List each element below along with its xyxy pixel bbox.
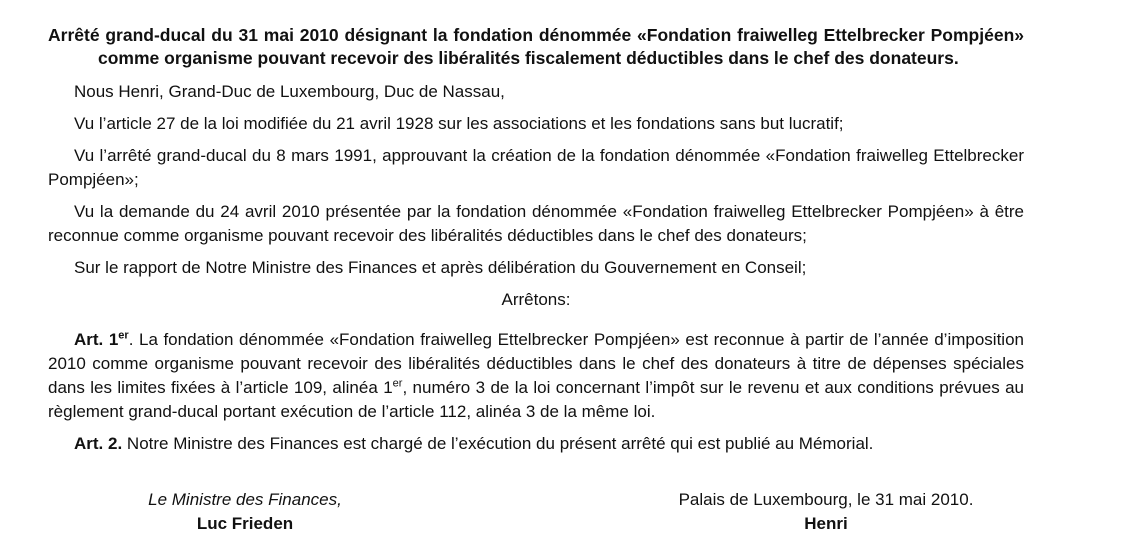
article-1-text: . La fondation dénommée «Fondation fraiwelleg Ettelbrecker Pompjéen» est reconnue à partir de l’année d’imposition 2010 comme organisme pouvant recevoir des libéralités déductibles dans le chef des donateurs à titre de dépenses spéciales dans les limites fixées à l’article 109, alinéa 1 [48,330,1024,397]
document-body [48,24,1024,464]
signature-block [48,488,1024,548]
arretons-heading: Arrêtons: [501,290,571,309]
grand-duke-name: Henri [804,514,848,533]
article-1-label: Art. 1er [74,329,129,349]
article-1-inline-sup: er [392,377,403,390]
minister-role: Le Ministre des Finances, [148,490,342,509]
article-2-text: Notre Ministre des Finances est chargé de l’exécution du présent arrêté qui est publié au Mémorial. [122,434,874,453]
signature-place-date: Palais de Luxembourg, le 31 mai 2010. [678,490,974,509]
preamble-paragraph: Vu la demande du 24 avril 2010 présentée par la fondation dénommée «Fondation fraiwelleg Ettelbrecker Pompjéen» à être reconnue comme organisme pouvant recevoir des libéralités déductibles dans le chef des donateurs; [48,202,1024,245]
article-2 [48,432,1024,456]
document-title: Arrêté grand-ducal du 31 mai 2010 désignant la fondation dénommée «Fondation fraiwelleg Ettelbrecker Pompjéen» comme organisme pouvant recevoir des libéralités fiscalement déductibles dans le chef des donateurs. [48,25,1024,68]
article-1-text-end: , numéro 3 de la loi concernant l’impôt sur le revenu et aux conditions prévues au règlement grand-ducal portant exécution de l’article 112, alinéa 3 de la même loi. [48,378,1024,421]
grand-duke-signature [656,488,996,536]
preamble-paragraph: Nous Henri, Grand-Duc de Luxembourg, Duc de Nassau, [74,82,505,101]
minister-signature [130,488,360,536]
preamble-paragraph: Vu l’article 27 de la loi modifiée du 21 avril 1928 sur les associations et les fondations sans but lucratif; [74,114,844,133]
preamble-paragraph: Sur le rapport de Notre Ministre des Finances et après délibération du Gouvernement en Conseil; [74,258,807,277]
minister-name: Luc Frieden [196,514,294,533]
article-2-label: Art. 2. [74,434,123,453]
article-1 [48,328,1024,424]
preamble-paragraph: Vu l’arrêté grand-ducal du 8 mars 1991, approuvant la création de la fondation dénommée «Fondation fraiwelleg Ettelbrecker Pompjéen»; [48,146,1024,189]
